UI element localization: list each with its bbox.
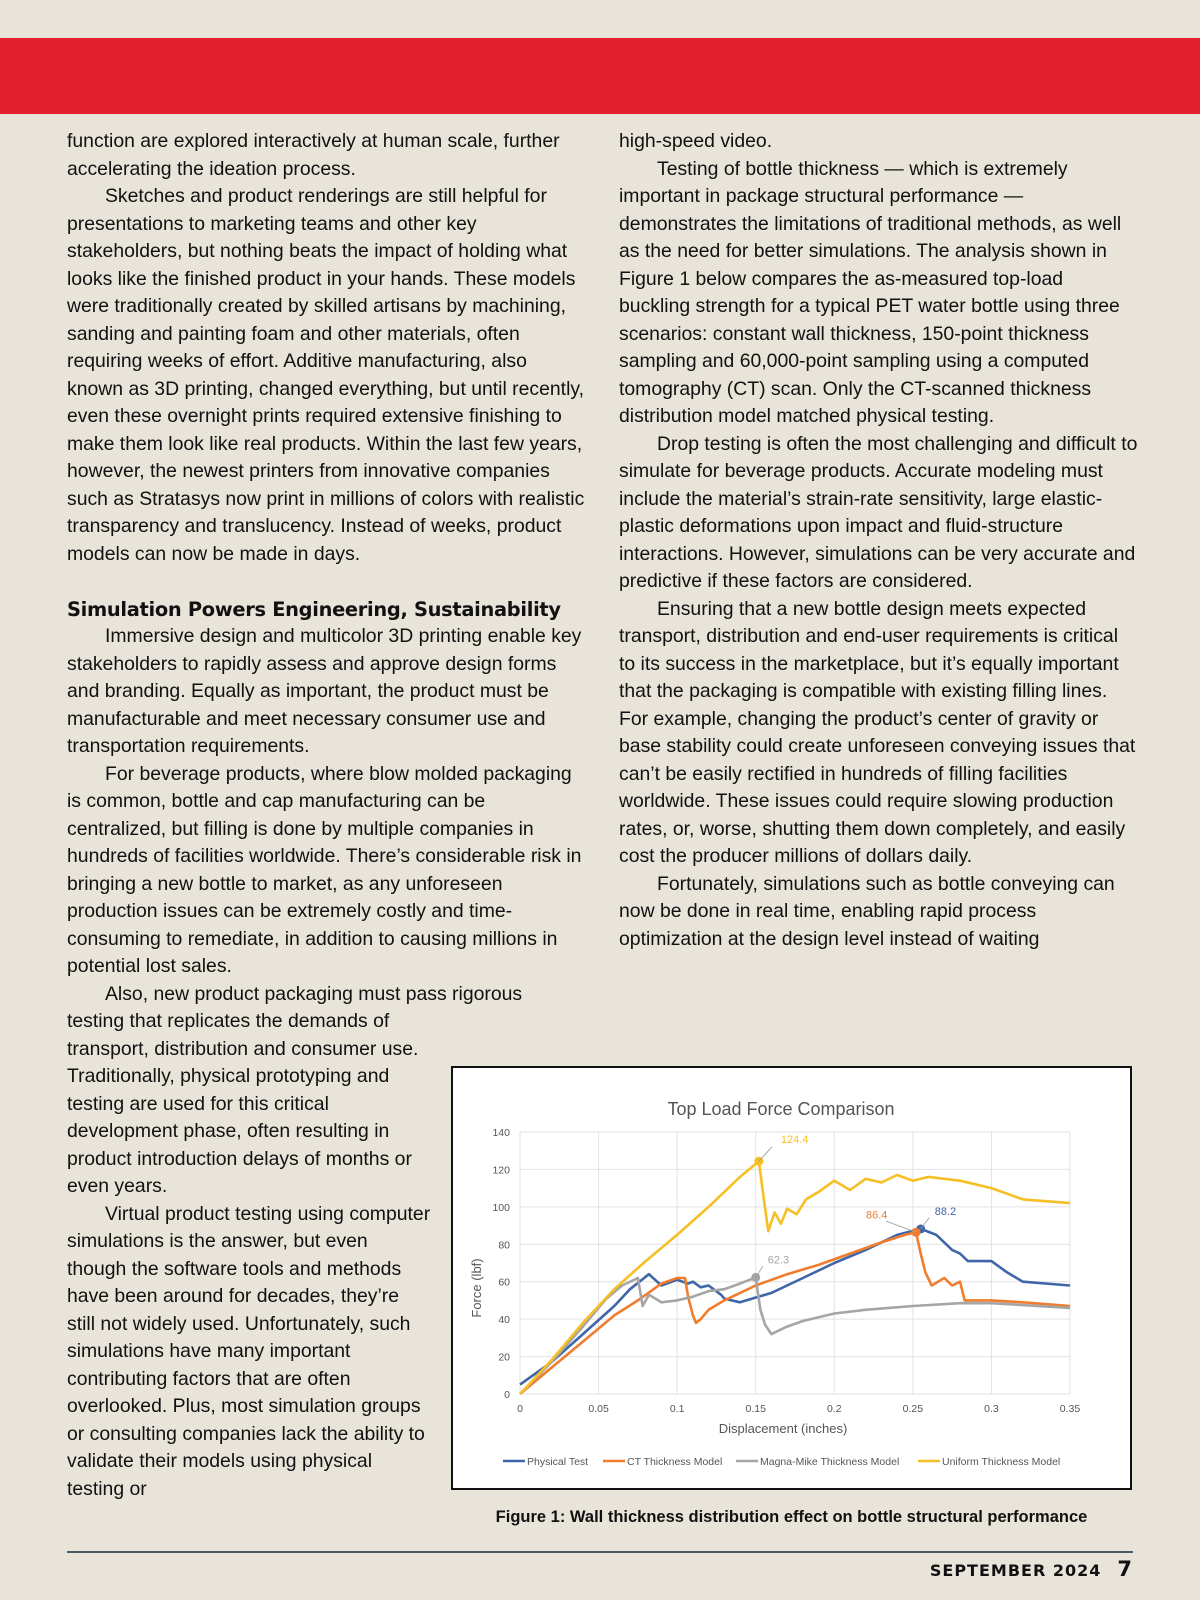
paragraph: For beverage products, where blow molded packaging is common, bottle and cap manufacturing can be centralized, but filling is done by multiple companies in hundreds of facilities worldwide. There’s considerable risk in bringing a new bottle to market, as any unforeseen production issues can be extremely costly and time-consuming to remediate, in addition to causing millions in potential lost sales. (67, 762, 582, 977)
paragraph: testing that replicates the demands of transport, distribution and consumer use. Traditionally, physical prototyping and testing are used for this critical development phase, often resulting in product introduction delays of months or even years. (67, 1010, 419, 1197)
y-tick-label: 60 (498, 1276, 510, 1289)
page-footer (930, 1557, 1133, 1581)
y-tick-label: 140 (492, 1127, 510, 1139)
x-tick-label: 0.3 (984, 1403, 999, 1415)
legend-label: Uniform Thickness Model (942, 1456, 1061, 1468)
legend-label: Physical Test (527, 1456, 589, 1468)
figure-1 (451, 1066, 1132, 1490)
x-axis-label: Displacement (inches) (718, 1421, 848, 1436)
paragraph: high-speed video. (619, 130, 773, 152)
y-tick-label: 20 (498, 1351, 510, 1364)
chart-annotations (751, 1134, 956, 1282)
paragraph: Also, new product packaging must pass rigorous (105, 982, 523, 1005)
series-line-ct-thickness-model (520, 1232, 1070, 1394)
issue-date: SEPTEMBER 2024 (929, 1561, 1102, 1580)
series-line-magna-mike-thickness-model (520, 1277, 1070, 1394)
y-axis-label: Force (lbf) (469, 1258, 484, 1318)
y-tick-label: 40 (498, 1314, 510, 1327)
section-heading: Simulation Powers Engineering, Sustainability (67, 597, 561, 621)
peak-marker (912, 1228, 921, 1237)
paragraph: Immersive design and multicolor 3D printing enable key stakeholders to rapidly assess and approve design forms and branding. Equally as important, the product must be manufacturable and meet necessary consumer use and transportation requirements. (67, 625, 582, 757)
paragraph: Fortunately, simulations such as bottle conveying can now be done in real time, enabling rapid process optimization at the design level instead of waiting (619, 872, 1115, 950)
data-label: 88.2 (934, 1205, 957, 1218)
x-tick-label: 0.05 (588, 1403, 609, 1415)
y-tick-label: 100 (492, 1201, 510, 1214)
page-number: 7 (1117, 1557, 1133, 1581)
y-tick-label: 0 (504, 1389, 510, 1401)
annotation-leader (921, 1218, 929, 1229)
footer-rule (67, 1551, 1133, 1553)
paragraph: function are explored interactively at human scale, further accelerating the ideation process. (67, 130, 560, 180)
chart-series (520, 1161, 1070, 1394)
paragraph: Sketches and product renderings are still helpful for presentations to marketing teams and other key stakeholders, but nothing beats the impact of holding what looks like the finished product in your hands. These models were traditionally created by skilled artisans by machining, sanding and painting foam and other materials, often requiring weeks of effort. Additive manufacturing, also known as 3D printing, changed everything, but until recently, even these overnight prints required extensive finishing to make them look like real products. Within the last few years, however, the newest printers from innovative companies such as Stratasys now print in millions of colors with realistic transparency and translucency. Instead of weeks, product models can now be made in days. (67, 185, 585, 565)
data-label: 62.3 (767, 1254, 790, 1267)
paragraph: Virtual product testing using computer simulations is the answer, but even though the software tools and methods have been around for decades, they’re still not widely used. Unfortunately, such simulations have many important contributing factors that are often overlooked. Plus, most simulation groups or consulting companies lack the ability to validate their models using physical testing or (67, 1202, 431, 1500)
data-label: 86.4 (866, 1209, 888, 1222)
chart-title: Top Load Force Comparison (667, 1099, 895, 1119)
chart-grid (520, 1132, 1070, 1394)
header-band (0, 38, 1200, 114)
x-tick-label: 0.25 (902, 1403, 924, 1415)
legend-label: CT Thickness Model (627, 1456, 723, 1468)
legend-label: Magna-Mike Thickness Model (760, 1456, 900, 1468)
y-tick-label: 80 (498, 1239, 510, 1252)
x-tick-label: 0.1 (669, 1403, 685, 1415)
x-tick-label: 0.35 (1059, 1403, 1081, 1415)
right-column (619, 128, 1139, 953)
peak-marker (751, 1273, 760, 1282)
x-tick-label: 0.2 (826, 1403, 842, 1415)
x-tick-label: 0 (517, 1403, 523, 1415)
line-chart (453, 1068, 1130, 1488)
paragraph: Ensuring that a new bottle design meets expected transport, distribution and end-user requirements is critical to its success in the marketplace, but it’s equally important that the packaging is compatible with existing filling lines. For example, changing the product’s center of gravity or base stability could create unforeseen conveying issues that can’t be easily rectified in hundreds of filling facilities worldwide. These issues could require slowing production rates, or, worse, shutting them down completely, and easily cost the producer millions of dollars daily. (619, 597, 1136, 867)
x-tick-label: 0.15 (745, 1403, 766, 1415)
y-tick-label: 120 (492, 1164, 510, 1177)
figure-caption: Figure 1: Wall thickness distribution effect on bottle structural performance (495, 1508, 1088, 1526)
paragraph: Testing of bottle thickness — which is extremely important in package structural performance — demonstrates the limitations of traditional methods, as well as the need for better simulations. The analysis shown in Figure 1 below compares the as-measured top-load buckling strength for a typical PET water bottle using three scenarios: constant wall thickness, 150-point thickness sampling and 60,000-point sampling using a computed tomography (CT) scan. Only the CT-scanned thickness distribution model matched physical testing. (619, 157, 1122, 427)
annotation-leader (759, 1147, 772, 1161)
series-line-physical-test (520, 1229, 1070, 1385)
paragraph: Drop testing is often the most challenging and difficult to simulate for beverage products. Accurate modeling must include the material’s strain-rate sensitivity, large elastic-plastic deformations upon impact and fluid-structure interactions. However, simulations can be very accurate and predictive if these factors are considered. (619, 432, 1138, 592)
data-label: 124.4 (780, 1134, 809, 1147)
chart-legend (503, 1456, 1060, 1468)
annotation-leader (886, 1221, 916, 1232)
chart-ticks (492, 1127, 1080, 1415)
series-line-uniform-thickness-model (520, 1161, 1070, 1394)
